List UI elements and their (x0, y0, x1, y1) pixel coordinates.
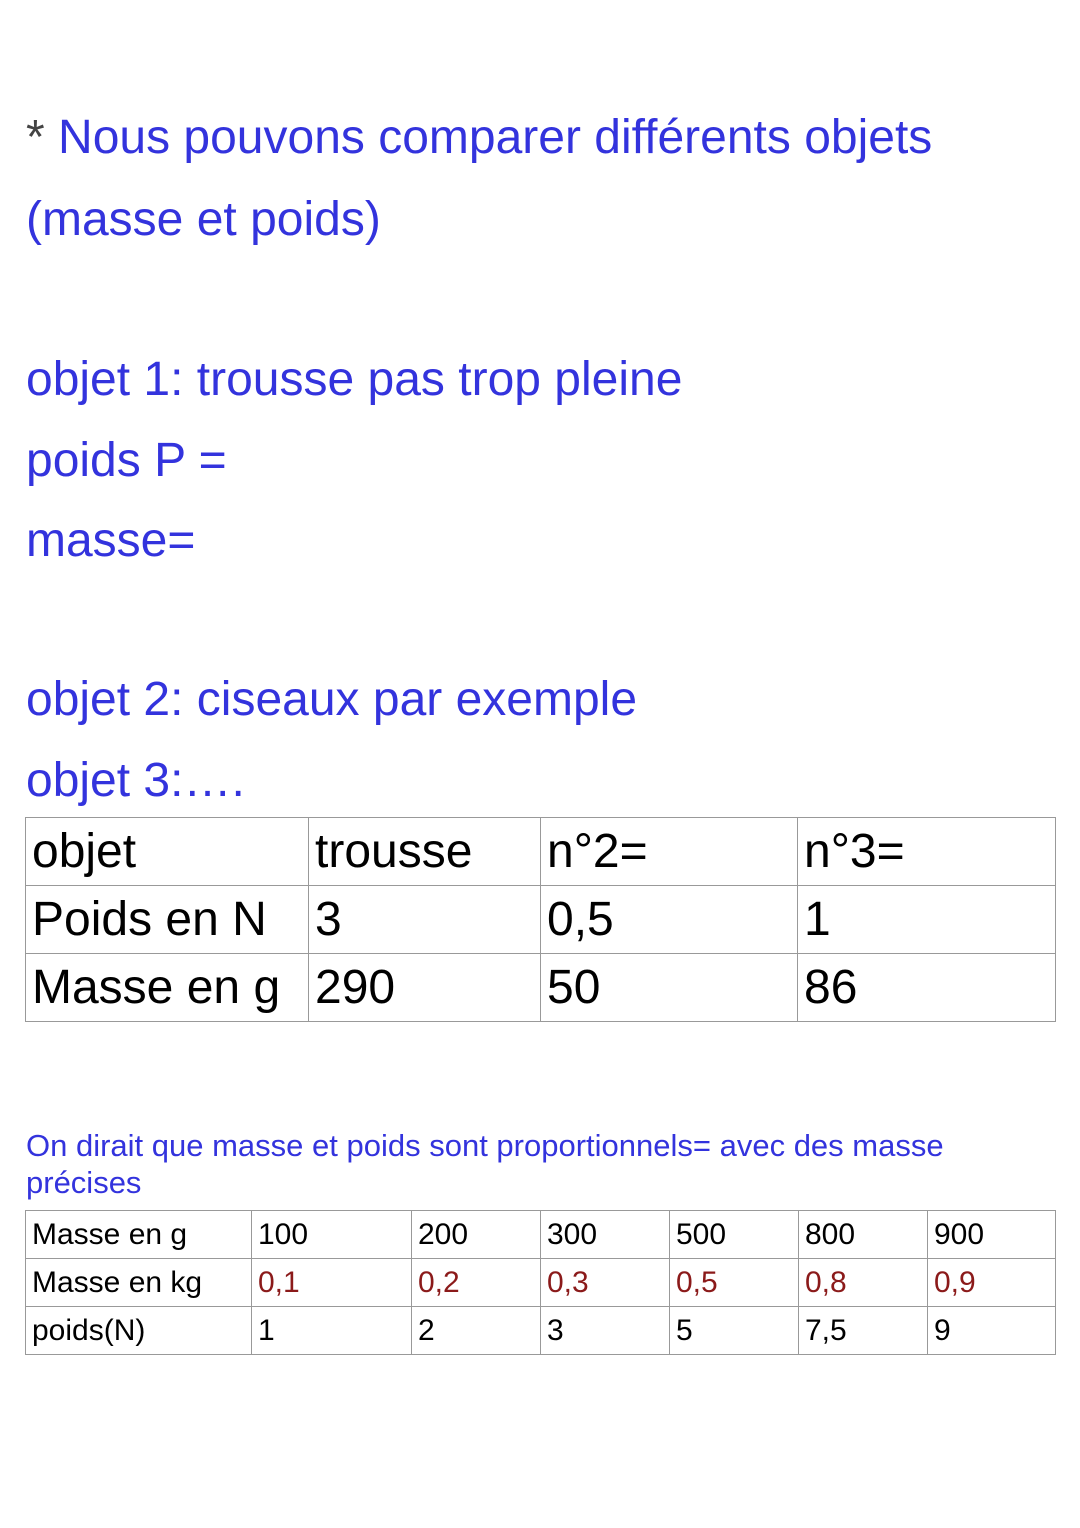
table-cell: 3 (541, 1307, 670, 1355)
table-cell: 200 (412, 1211, 541, 1259)
objet1-title: objet 1: trousse pas trop pleine (26, 353, 683, 406)
table-cell: 0,5 (541, 886, 798, 954)
table-cell: Masse en g (26, 1211, 252, 1259)
table-cell: 300 (541, 1211, 670, 1259)
table-cell: 1 (798, 886, 1056, 954)
table-cell: Masse en kg (26, 1259, 252, 1307)
proportionality-table (25, 1210, 1056, 1355)
table-row (26, 1307, 1056, 1355)
table-cell: 50 (541, 954, 798, 1022)
table-row (26, 954, 1056, 1022)
table-cell: 1 (252, 1307, 412, 1355)
proportionality-note: On dirait que masse et poids sont proportionnels= avec des masse précises (26, 1128, 944, 1200)
table-cell: 2 (412, 1307, 541, 1355)
table-cell: 100 (252, 1211, 412, 1259)
table-cell: 7,5 (799, 1307, 928, 1355)
table-cell: 0,1 (252, 1259, 412, 1307)
table-cell: 0,3 (541, 1259, 670, 1307)
table-cell: 9 (928, 1307, 1056, 1355)
table-row (26, 1259, 1056, 1307)
table-cell: 290 (309, 954, 541, 1022)
table-cell: 0,9 (928, 1259, 1056, 1307)
table-row (26, 818, 1056, 886)
objet3-title: objet 3:…. (26, 754, 245, 807)
comparison-table (25, 817, 1056, 1022)
table-cell: 500 (670, 1211, 799, 1259)
table-cell: 900 (928, 1211, 1056, 1259)
objet2-title: objet 2: ciseaux par exemple (26, 673, 638, 726)
table-cell: objet (26, 818, 309, 886)
table-cell: 800 (799, 1211, 928, 1259)
table-row (26, 886, 1056, 954)
objet1-masse: masse= (26, 514, 196, 567)
table-cell: n°3= (798, 818, 1056, 886)
table-cell: 0,2 (412, 1259, 541, 1307)
bullet-star: * (26, 111, 45, 164)
table-cell: n°2= (541, 818, 798, 886)
table-cell: Poids en N (26, 886, 309, 954)
table-cell: 0,8 (799, 1259, 928, 1307)
table-row (26, 1211, 1056, 1259)
table-cell: 0,5 (670, 1259, 799, 1307)
objet1-poids: poids P = (26, 434, 227, 487)
table-cell: Masse en g (26, 954, 309, 1022)
intro-text-1: Nous pouvons comparer différents objets (44, 111, 933, 164)
table-cell: 5 (670, 1307, 799, 1355)
intro-line-2: (masse et poids) (26, 193, 381, 246)
table-cell: 86 (798, 954, 1056, 1022)
table-cell: poids(N) (26, 1307, 252, 1355)
table-cell: 3 (309, 886, 541, 954)
intro-line-1 (26, 111, 933, 164)
table-cell: trousse (309, 818, 541, 886)
